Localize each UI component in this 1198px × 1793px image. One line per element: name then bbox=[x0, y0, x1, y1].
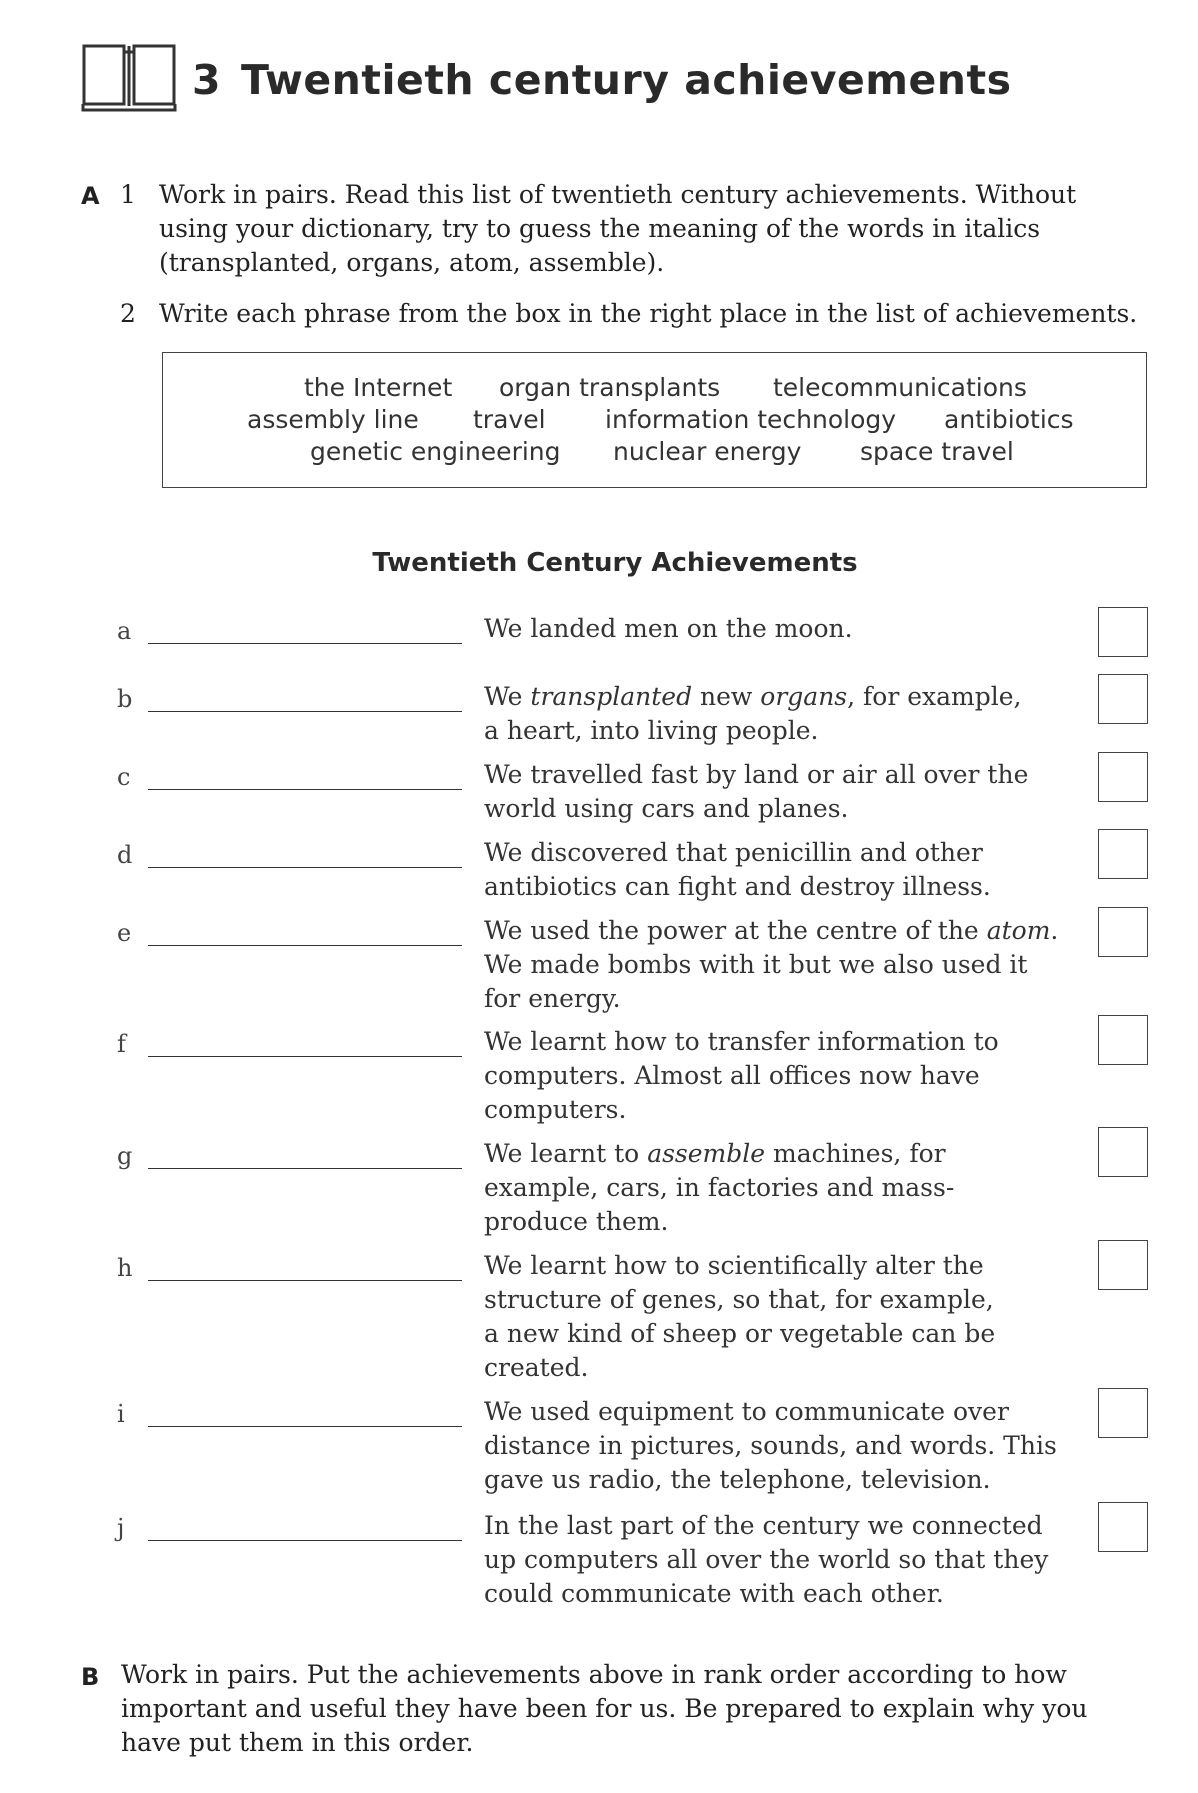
description-line: We learnt how to scientifically alter the bbox=[484, 1251, 984, 1280]
word-option: the Internet bbox=[304, 373, 453, 402]
task-2-instructions: Write each phrase from the box in the right place in the list of achievements. bbox=[159, 299, 1138, 328]
rank-box[interactable] bbox=[1098, 752, 1148, 802]
section-a-letter: A bbox=[81, 182, 100, 210]
achievement-description bbox=[484, 612, 1064, 646]
achievement-description bbox=[484, 758, 1064, 826]
unit-number: 3 bbox=[192, 56, 222, 104]
rank-box[interactable] bbox=[1098, 1240, 1148, 1290]
description-line: world using cars and planes. bbox=[484, 794, 849, 823]
row-letter: d bbox=[117, 841, 133, 869]
description-line: We travelled fast by land or air all over the bbox=[484, 760, 1029, 789]
answer-blank[interactable] bbox=[148, 945, 462, 946]
description-line: We learnt how to transfer information to bbox=[484, 1027, 999, 1056]
description-line: up computers all over the world so that they bbox=[484, 1545, 1049, 1574]
task-1-number: 1 bbox=[120, 180, 136, 209]
section-b-line: Work in pairs. Put the achievements above in rank order according to how bbox=[121, 1660, 1067, 1689]
description-line: In the last part of the century we connected bbox=[484, 1511, 1043, 1540]
answer-blank[interactable] bbox=[148, 1168, 462, 1169]
task-2-number: 2 bbox=[120, 299, 136, 328]
section-b-line: important and useful they have been for us. Be prepared to explain why you bbox=[121, 1694, 1088, 1723]
answer-blank[interactable] bbox=[148, 711, 462, 712]
description-line: We used the power at the centre of the atom. bbox=[484, 916, 1059, 945]
achievement-description bbox=[484, 836, 1064, 904]
achievement-description bbox=[484, 1509, 1064, 1611]
word-option: organ transplants bbox=[499, 373, 721, 402]
answer-blank[interactable] bbox=[148, 643, 462, 644]
achievement-description bbox=[484, 1249, 1064, 1385]
rank-box[interactable] bbox=[1098, 1388, 1148, 1438]
rank-box[interactable] bbox=[1098, 907, 1148, 957]
title-text: Twentieth century achievements bbox=[241, 56, 1012, 104]
description-line: a heart, into living people. bbox=[484, 716, 819, 745]
list-heading: Twentieth Century Achievements bbox=[372, 548, 858, 578]
description-line: We learnt to assemble machines, for bbox=[484, 1139, 946, 1168]
answer-blank[interactable] bbox=[148, 789, 462, 790]
description-line: computers. bbox=[484, 1095, 627, 1124]
achievement-description bbox=[484, 1137, 1064, 1239]
description-line: We discovered that penicillin and other bbox=[484, 838, 983, 867]
rank-box[interactable] bbox=[1098, 1015, 1148, 1065]
word-option: travel bbox=[473, 405, 546, 434]
task-1-instructions bbox=[159, 178, 1159, 280]
description-line: created. bbox=[484, 1353, 589, 1382]
answer-blank[interactable] bbox=[148, 1056, 462, 1057]
row-letter: i bbox=[117, 1400, 125, 1428]
answer-blank[interactable] bbox=[148, 1426, 462, 1427]
rank-box[interactable] bbox=[1098, 1502, 1148, 1552]
description-line: We used equipment to communicate over bbox=[484, 1397, 1009, 1426]
description-line: a new kind of sheep or vegetable can be bbox=[484, 1319, 996, 1348]
description-line: produce them. bbox=[484, 1207, 669, 1236]
section-b-instructions bbox=[121, 1658, 1151, 1760]
description-line: structure of genes, so that, for example, bbox=[484, 1285, 994, 1314]
row-letter: f bbox=[117, 1030, 126, 1058]
row-letter: j bbox=[117, 1514, 125, 1542]
answer-blank[interactable] bbox=[148, 1540, 462, 1541]
word-option: genetic engineering bbox=[310, 437, 561, 466]
answer-blank[interactable] bbox=[148, 867, 462, 868]
section-b-line: have put them in this order. bbox=[121, 1728, 474, 1757]
word-option: nuclear energy bbox=[613, 437, 802, 466]
word-option: antibiotics bbox=[944, 405, 1074, 434]
rank-box[interactable] bbox=[1098, 674, 1148, 724]
achievement-description bbox=[484, 1025, 1064, 1127]
book-icon bbox=[81, 42, 177, 114]
description-line: We transplanted new organs, for example, bbox=[484, 682, 1022, 711]
rank-box[interactable] bbox=[1098, 829, 1148, 879]
word-box bbox=[162, 352, 1147, 488]
task-1-line: (transplanted, organs, atom, assemble). bbox=[159, 248, 665, 277]
rank-box[interactable] bbox=[1098, 607, 1148, 657]
word-option: space travel bbox=[860, 437, 1014, 466]
task-1-line: using your dictionary, try to guess the meaning of the words in italics bbox=[159, 214, 1041, 243]
description-line: computers. Almost all offices now have bbox=[484, 1061, 980, 1090]
answer-blank[interactable] bbox=[148, 1280, 462, 1281]
section-b-letter: B bbox=[81, 1663, 100, 1691]
description-line: We landed men on the moon. bbox=[484, 614, 853, 643]
word-option: telecommunications bbox=[773, 373, 1027, 402]
rank-box[interactable] bbox=[1098, 1127, 1148, 1177]
row-letter: g bbox=[117, 1142, 133, 1170]
description-line: antibiotics can fight and destroy illness. bbox=[484, 872, 991, 901]
row-letter: e bbox=[117, 919, 132, 947]
description-line: We made bombs with it but we also used it bbox=[484, 950, 1028, 979]
description-line: for energy. bbox=[484, 984, 621, 1013]
achievement-description bbox=[484, 1395, 1064, 1497]
achievement-description bbox=[484, 914, 1064, 1016]
row-letter: c bbox=[117, 763, 131, 791]
row-letter: b bbox=[117, 685, 133, 713]
task-1-line: Work in pairs. Read this list of twentieth century achievements. Without bbox=[159, 180, 1077, 209]
word-option: assembly line bbox=[247, 405, 419, 434]
row-letter: a bbox=[117, 617, 132, 645]
achievement-description bbox=[484, 680, 1064, 748]
row-letter: h bbox=[117, 1254, 133, 1282]
description-line: example, cars, in factories and mass- bbox=[484, 1173, 955, 1202]
description-line: gave us radio, the telephone, television. bbox=[484, 1465, 991, 1494]
word-option: information technology bbox=[605, 405, 897, 434]
page-title bbox=[192, 56, 1011, 104]
description-line: distance in pictures, sounds, and words. This bbox=[484, 1431, 1057, 1460]
description-line: could communicate with each other. bbox=[484, 1579, 944, 1608]
